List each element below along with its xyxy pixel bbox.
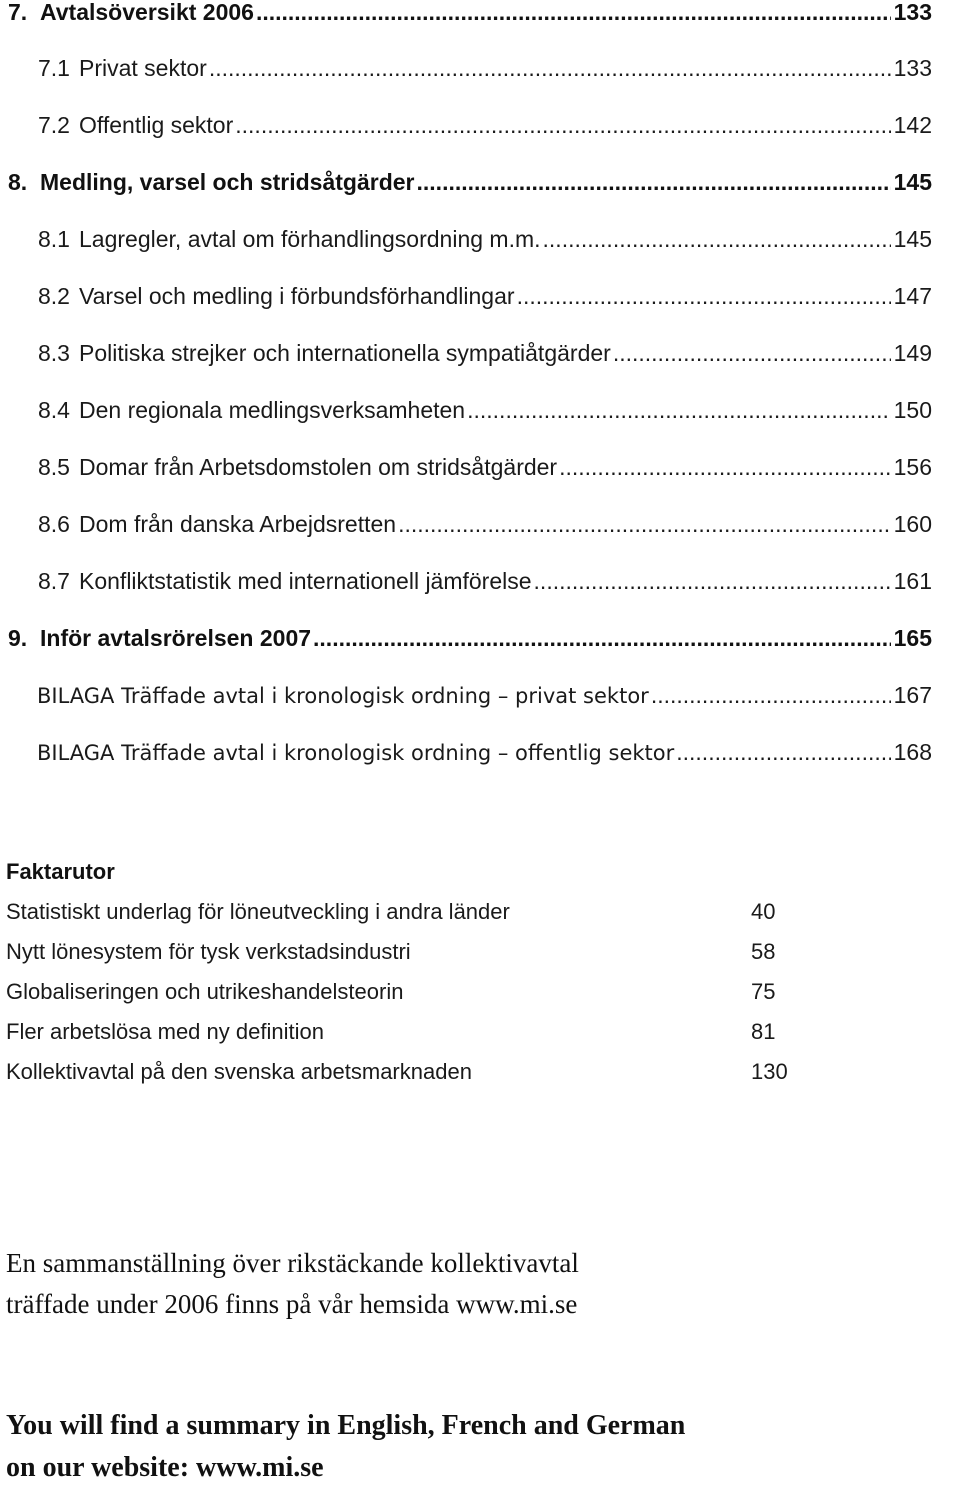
toc-entry-number: 8.1 [38, 226, 70, 252]
fact-box-title: Globaliseringen och utrikeshandelsteorin [6, 979, 404, 1004]
toc-dot-leader [209, 53, 891, 83]
toc-entry-page: 133 [893, 0, 932, 25]
toc-entry-title: BILAGA Träffade avtal i kronologisk ordning – privat sektor [37, 684, 649, 708]
toc-entry-title: Dom från danska Arbejdsretten [79, 511, 397, 537]
toc-entry-title: Medling, varsel och stridsåtgärder [40, 169, 415, 195]
toc-entry-page: 133 [893, 55, 932, 81]
toc-entry-page: 161 [893, 568, 932, 594]
toc-entry-title: Avtalsöversikt 2006 [40, 0, 254, 25]
fact-box-title: Nytt lönesystem för tysk verkstadsindustri [6, 939, 411, 964]
toc-entry-number: 8. [8, 169, 28, 195]
toc-entry-number: 9. [8, 625, 28, 651]
toc-entry-page: 165 [893, 625, 932, 651]
toc-entry-page: 147 [893, 283, 932, 309]
fact-box-page: 40 [751, 899, 776, 924]
summary-note-english [6, 1405, 685, 1489]
fact-box-page: 75 [751, 979, 776, 1004]
toc-entry[interactable] [38, 395, 932, 425]
toc-dot-leader [467, 395, 891, 425]
fact-box-page: 130 [751, 1059, 788, 1084]
toc-dot-leader [256, 0, 891, 27]
fact-box-page: 58 [751, 939, 776, 964]
toc-entry-appendix[interactable] [37, 737, 932, 767]
toc-entry-title: Varsel och medling i förbundsförhandlingar [79, 283, 515, 309]
fact-box-title: Kollektivavtal på den svenska arbetsmarknaden [6, 1059, 472, 1084]
toc-entry[interactable] [38, 224, 932, 254]
toc-entry-page: 149 [893, 340, 932, 366]
toc-entry[interactable] [38, 452, 932, 482]
summary-note-line: träffade under 2006 finns på vår hemsida www.mi.se [6, 1289, 578, 1319]
toc-entry-page: 145 [893, 169, 932, 195]
fact-boxes-heading: Faktarutor [6, 859, 115, 884]
summary-note-line: En sammanställning över rikstäckande kollektivavtal [6, 1248, 579, 1278]
toc-entry-number: 8.4 [38, 397, 70, 423]
toc-entry[interactable] [38, 509, 932, 539]
toc-entry-number: 8.7 [38, 568, 70, 594]
fact-box-page: 81 [751, 1019, 776, 1044]
toc-entry-page: 156 [893, 454, 932, 480]
toc-entry-title: BILAGA Träffade avtal i kronologisk ordning – offentlig sektor [37, 741, 675, 765]
toc-entry-page: 142 [893, 112, 932, 138]
toc-entry-page: 168 [893, 739, 932, 765]
toc-entry-title: Den regionala medlingsverksamheten [79, 397, 466, 423]
toc-entry[interactable] [8, 167, 932, 197]
toc-dot-leader [235, 110, 890, 140]
toc-entry-number: 8.3 [38, 340, 70, 366]
toc-entry-page: 145 [893, 226, 932, 252]
toc-entry-title: Domar från Arbetsdomstolen om stridsåtgärder [79, 454, 558, 480]
toc-entry-title: Inför avtalsrörelsen 2007 [40, 625, 312, 651]
toc-entry-page: 150 [893, 397, 932, 423]
fact-box-entry[interactable] [6, 1017, 806, 1047]
toc-dot-leader [543, 224, 891, 254]
toc-dot-leader [559, 452, 891, 482]
toc-entry-page: 167 [893, 682, 932, 708]
toc-entry[interactable] [38, 110, 932, 140]
toc-entry-title: Politiska strejker och internationella sympatiåtgärder [79, 340, 611, 366]
toc-dot-leader [534, 566, 891, 596]
toc-entry[interactable] [38, 281, 932, 311]
toc-dot-leader [613, 338, 891, 368]
toc-entry-title: Lagregler, avtal om förhandlingsordning m.m. [79, 226, 541, 252]
toc-entry-number: 7. [8, 0, 28, 25]
toc-entry-title: Konfliktstatistik med internationell jämförelse [79, 568, 532, 594]
toc-dot-leader [313, 623, 891, 653]
toc-entry-number: 8.2 [38, 283, 70, 309]
summary-note-line: on our website: www.mi.se [6, 1452, 324, 1483]
fact-box-title: Statistiskt underlag för löneutveckling i andra länder [6, 899, 510, 924]
toc-dot-leader [651, 680, 891, 711]
toc-entry-number: 8.6 [38, 511, 70, 537]
fact-box-entry[interactable] [6, 1057, 806, 1087]
fact-box-title: Fler arbetslösa med ny definition [6, 1019, 324, 1044]
toc-entry-title: Offentlig sektor [79, 112, 234, 138]
toc-dot-leader [676, 737, 890, 768]
fact-box-entry[interactable] [6, 897, 806, 927]
summary-note-line: You will find a summary in English, French and German [6, 1410, 686, 1441]
toc-entry-number: 7.1 [38, 55, 70, 81]
toc-entry-title: Privat sektor [79, 55, 207, 81]
fact-box-entry[interactable] [6, 977, 806, 1007]
toc-entry[interactable] [8, 623, 932, 653]
toc-entry[interactable] [38, 566, 932, 596]
toc-dot-leader [517, 281, 891, 311]
toc-entry-number: 7.2 [38, 112, 70, 138]
toc-entry-number: 8.5 [38, 454, 70, 480]
toc-entry[interactable] [8, 0, 932, 27]
toc-entry[interactable] [38, 338, 932, 368]
toc-dot-leader [417, 167, 891, 197]
fact-box-entry[interactable] [6, 937, 806, 967]
toc-dot-leader [398, 509, 891, 539]
toc-entry-appendix[interactable] [37, 680, 932, 710]
toc-entry[interactable] [38, 53, 932, 83]
summary-note-swedish [6, 1243, 579, 1325]
toc-entry-page: 160 [893, 511, 932, 537]
